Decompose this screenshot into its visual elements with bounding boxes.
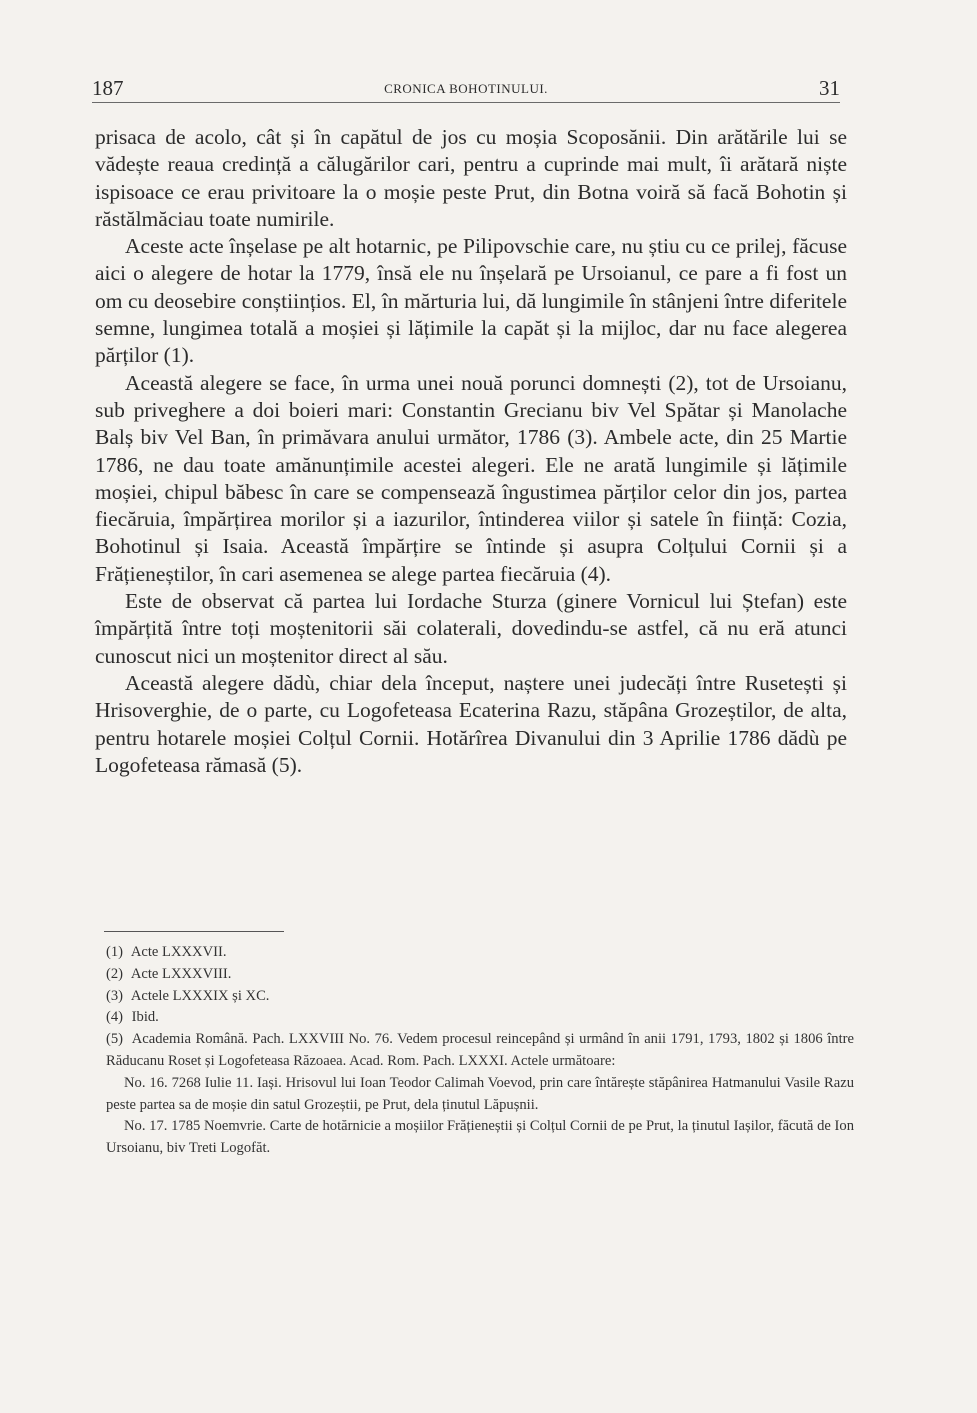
- paragraph-5: Această alegere dădù, chiar dela început, naștere unei judecăți între Rusetești și Hrisoverghie, de o parte, cu Logofeteasa Ecaterina Razu, stăpâna Grozeștilor, de alta, pentru hotarele moșiei Colțul Cornii. Hotărîrea Divanului din 3 Aprilie 1786 dădù pe Logofeteasa rămasă (5).: [95, 670, 847, 777]
- footnote-number: (1): [106, 944, 124, 960]
- page-number-left: 187: [92, 76, 124, 100]
- paragraph-3: Această alegere se face, în urma unei nouă porunci domnești (2), tot de Ursoianu, sub priveghere a doi boieri mari: Constantin Grecianu biv Vel Spătar și Manolache Balș biv Vel Ban, în primăvara anului următor, 1786 (3). Ambele acte, din 25 Martie 1786, ne dau toate amănunțimile acestei alegeri. Ele ne arată lungimile și lățimile moșiei, chipul băbesc în care se compensează îngustimea părților celor din jos, partea fiecăruia, împărțirea morilor și a iazurilor, întinderea viilor și satele în ființă: Cozia, Bohotinul și Isaia. Această împărțire se întinde și asupra Colțului Cornii și a Frățieneștilor, în cari asemenea se alege partea fiecăruia (4).: [95, 370, 847, 586]
- footnote-2: [106, 964, 854, 986]
- footnote-number: (5): [106, 1031, 124, 1048]
- page-header: [92, 76, 840, 103]
- footnote-text: Academia Română. Pach. LXXVIII No. 76. Vedem procesul reincepând și urmând în anii 1791, 1793, 1802 și 1806 între Răducanu Roset și Logofeteasa Răzoaea. Acad. Rom. Pach. LXXXI. Actele următoare:: [106, 1031, 854, 1069]
- paragraph-1: prisaca de acolo, cât și în capătul de jos cu moșia Scoposănii. Din arătările lui se vădește reaua credință a călugărilor cari, pentru a cuprinde mai mult, îi arătară niște ispisoace ce erau privitoare la o moșie peste Prut, din Botna voiră să facă Bohotin și răstălmăciau toate numirile.: [95, 125, 847, 231]
- footnote-3: [106, 986, 854, 1008]
- paragraph-2: Aceste acte înșelase pe alt hotarnic, pe Pilipovschie care, nu știu cu ce prilej, făcuse aici o alegere de hotar la 1779, însă ele nu înșelară pe Ursoianul, ce pare a fi fost un om cu deosebire conștiințios. El, în mărturia lui, dă lungimile în stânjeni între diferitele semne, lungimea totală a moșiei și lățimile la capăt și la mijloc, dar nu face alegerea părților (1).: [95, 234, 847, 368]
- footnote-divider: [104, 931, 284, 932]
- footnote-number: (3): [106, 987, 124, 1004]
- footnote-1: [106, 942, 854, 964]
- footnote-number: (4): [106, 1009, 124, 1026]
- footnote-4: [106, 1007, 854, 1029]
- footnote-number: (2): [106, 965, 124, 982]
- footnote-5-continuation-2: No. 17. 1785 Noemvrie. Carte de hotărnicie a moșiilor Frățieneștii și Colțul Cornii de pe Prut, la ținutul Iașilor, făcută de Ion Ursoianu, biv Treti Logofăt.: [106, 1118, 854, 1157]
- paragraph-4: Este de observat că partea lui Iordache Sturza (ginere Vornicul lui Ștefan) este împărțită între toți moștenitorii săi colaterali, dovedindu-se astfel, că nu eră atunci cunoscut nici un moștenitor direct al său.: [95, 589, 847, 668]
- footnotes: [106, 942, 854, 1160]
- footnote-text: Acte LXXXVII.: [130, 944, 227, 960]
- running-title: CRONICA BOHOTINULUI.: [384, 81, 548, 96]
- page-number-right: 31: [819, 76, 840, 100]
- footnote-5-continuation-1: No. 16. 7268 Iulie 11. Iași. Hrisovul lui Ioan Teodor Calimah Voevod, prin care întărește stăpânirea Hatmanului Vasile Razu peste partea sa de moșie din satul Grozeștii, pe Prut, dela ținutul Lăpușnii.: [106, 1074, 854, 1113]
- footnote-text: Acte LXXXVIII.: [130, 965, 232, 982]
- footnote-5: [106, 1029, 854, 1073]
- footnote-text: Ibid.: [131, 1009, 159, 1026]
- main-text: [95, 124, 847, 779]
- footnote-text: Actele LXXXIX și XC.: [130, 987, 270, 1004]
